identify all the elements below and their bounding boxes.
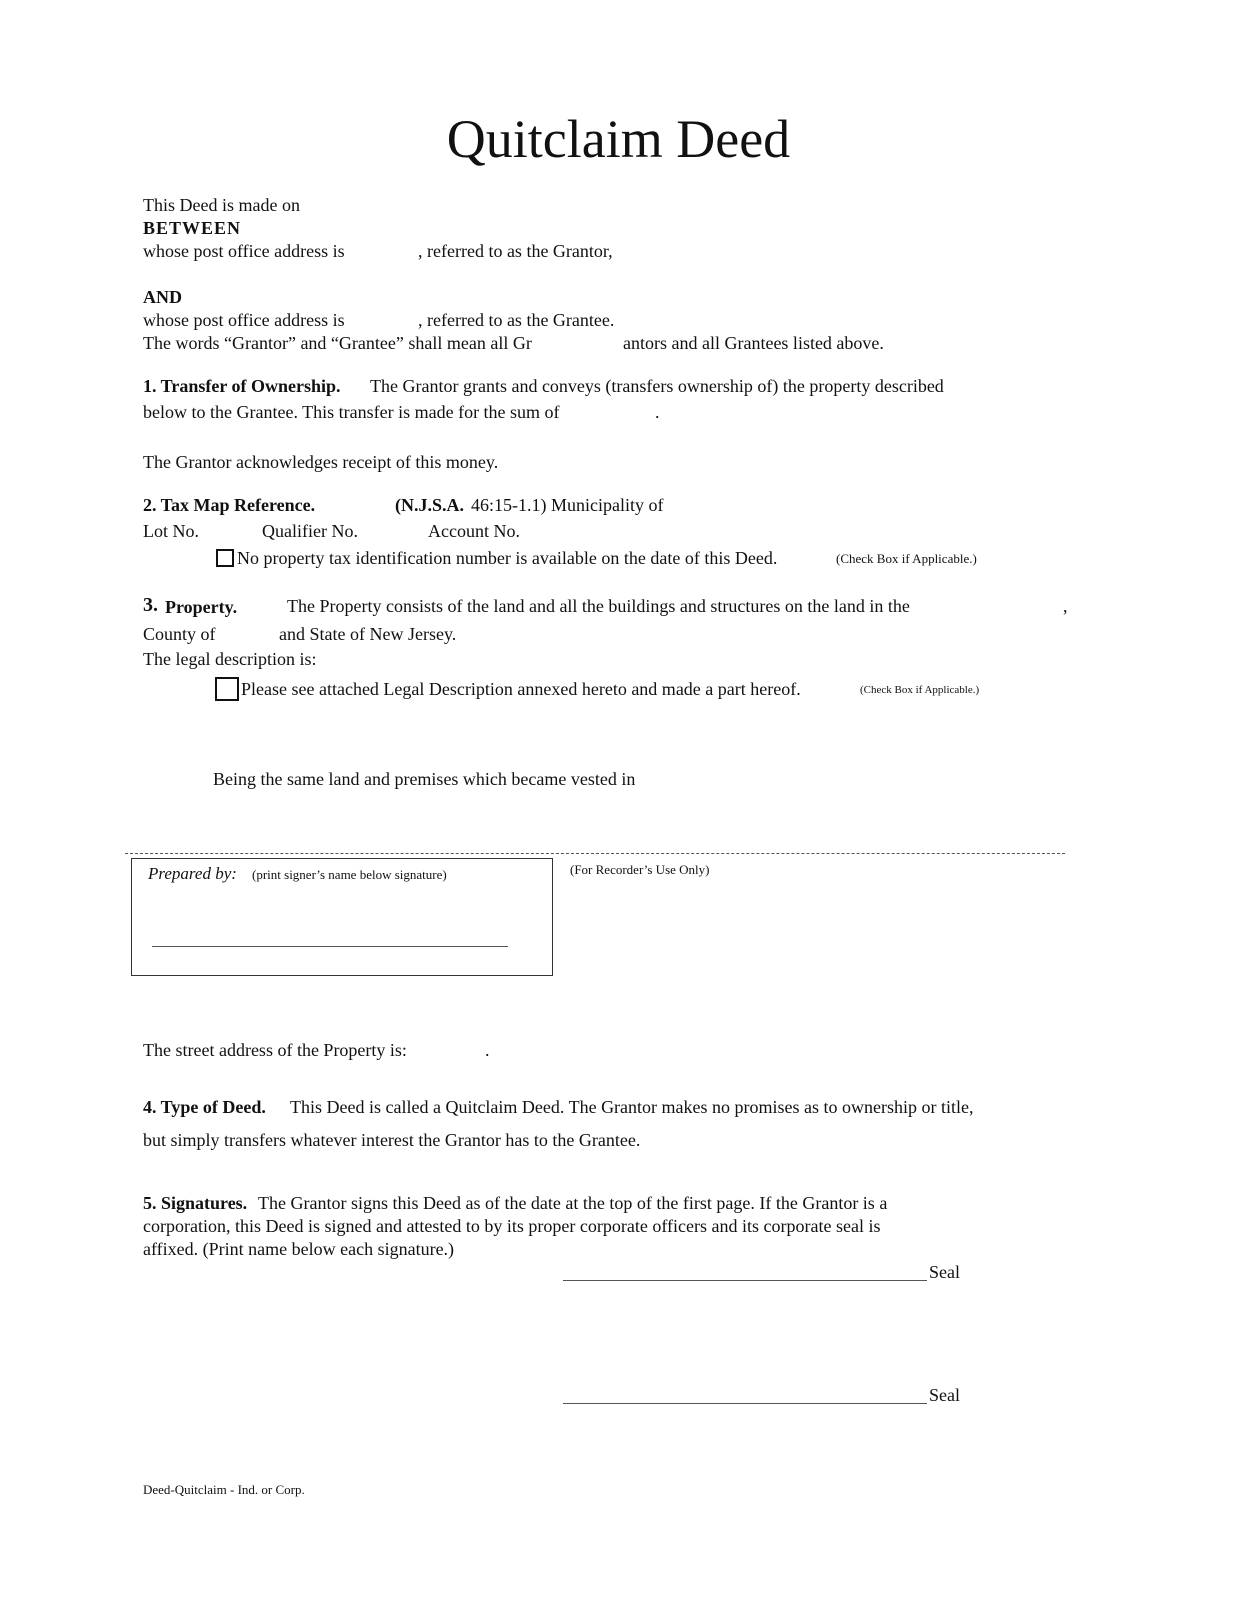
words-definition-suffix: antors and all Grantees listed above. xyxy=(623,333,884,353)
recorder-use-label: (For Recorder’s Use Only) xyxy=(570,862,710,877)
grantee-address-prefix: whose post office address is xyxy=(143,310,345,330)
section1-acknowledgement: The Grantor acknowledges receipt of this money. xyxy=(143,452,499,472)
prepared-by-note: (print signer’s name below signature) xyxy=(252,867,447,882)
street-address-period: . xyxy=(485,1040,490,1060)
no-tax-id-text: No property tax identification number is available on the date of this Deed. xyxy=(237,548,778,568)
check-box-note: (Check Box if Applicable.) xyxy=(836,551,977,566)
prepared-by-label: Prepared by: xyxy=(148,864,237,883)
njsa-label: (N.J.S.A. xyxy=(395,495,465,515)
section3-heading: Property. xyxy=(165,597,238,617)
signature-line-1[interactable] xyxy=(563,1280,927,1281)
between-label: BETWEEN xyxy=(143,218,242,238)
seal-label-1: Seal xyxy=(929,1262,960,1282)
state-label: and State of New Jersey. xyxy=(279,624,457,644)
section1-heading: 1. Transfer of Ownership. xyxy=(143,376,341,396)
qualifier-number-label: Qualifier No. xyxy=(262,521,358,541)
account-number-label: Account No. xyxy=(428,521,520,541)
document-title: Quitclaim Deed xyxy=(446,109,791,169)
legal-description-checkbox[interactable] xyxy=(215,677,239,701)
made-on-text: This Deed is made on xyxy=(143,195,300,215)
vested-text: Being the same land and premises which became vested in xyxy=(213,769,636,789)
section5-line1: The Grantor signs this Deed as of the date at the top of the first page. If the Grantor is a xyxy=(258,1193,888,1213)
street-address-label: The street address of the Property is: xyxy=(143,1040,407,1060)
section1-line2: below to the Grantee. This transfer is made for the sum of xyxy=(143,402,560,422)
section1-period: . xyxy=(655,402,660,422)
signature-line-2[interactable] xyxy=(563,1403,927,1404)
check-box-note-2: (Check Box if Applicable.) xyxy=(860,684,980,696)
words-definition-prefix: The words “Grantor” and “Grantee” shall mean all Gr xyxy=(143,333,532,353)
recorder-divider xyxy=(125,853,1065,854)
grantor-address-prefix: whose post office address is xyxy=(143,241,345,261)
section5-line3: affixed. (Print name below each signature.) xyxy=(143,1239,455,1259)
county-label: County of xyxy=(143,624,216,644)
section4-heading: 4. Type of Deed. xyxy=(143,1097,266,1117)
section2-heading: 2. Tax Map Reference. xyxy=(143,495,316,515)
section1-line1: The Grantor grants and conveys (transfers ownership of) the property described xyxy=(370,376,944,396)
grantee-address-suffix: , referred to as the Grantee. xyxy=(418,310,615,330)
seal-label-2: Seal xyxy=(929,1385,960,1405)
municipality-label: 46:15-1.1) Municipality of xyxy=(471,495,664,515)
section4-line2: but simply transfers whatever interest the Grantor has to the Grantee. xyxy=(143,1130,641,1150)
section5-line2: corporation, this Deed is signed and attested to by its proper corporate officers and its corporate seal is xyxy=(143,1216,881,1236)
section3-comma: , xyxy=(1063,596,1068,616)
no-tax-id-checkbox[interactable] xyxy=(216,549,234,567)
prepared-by-signature-line[interactable] xyxy=(152,946,508,947)
and-label: AND xyxy=(143,287,182,307)
lot-number-label: Lot No. xyxy=(143,521,199,541)
section4-line1: This Deed is called a Quitclaim Deed. The Grantor makes no promises as to ownership or title, xyxy=(290,1097,974,1117)
section3-line1: The Property consists of the land and all the buildings and structures on the land in the xyxy=(287,596,910,616)
section5-heading: 5. Signatures. xyxy=(143,1193,248,1213)
section3-number: 3. xyxy=(143,594,158,616)
legal-description-label: The legal description is: xyxy=(143,649,317,669)
footer-text: Deed-Quitclaim - Ind. or Corp. xyxy=(143,1482,305,1497)
grantor-address-suffix: , referred to as the Grantor, xyxy=(418,241,613,261)
attached-legal-text: Please see attached Legal Description annexed hereto and made a part hereof. xyxy=(241,679,801,699)
